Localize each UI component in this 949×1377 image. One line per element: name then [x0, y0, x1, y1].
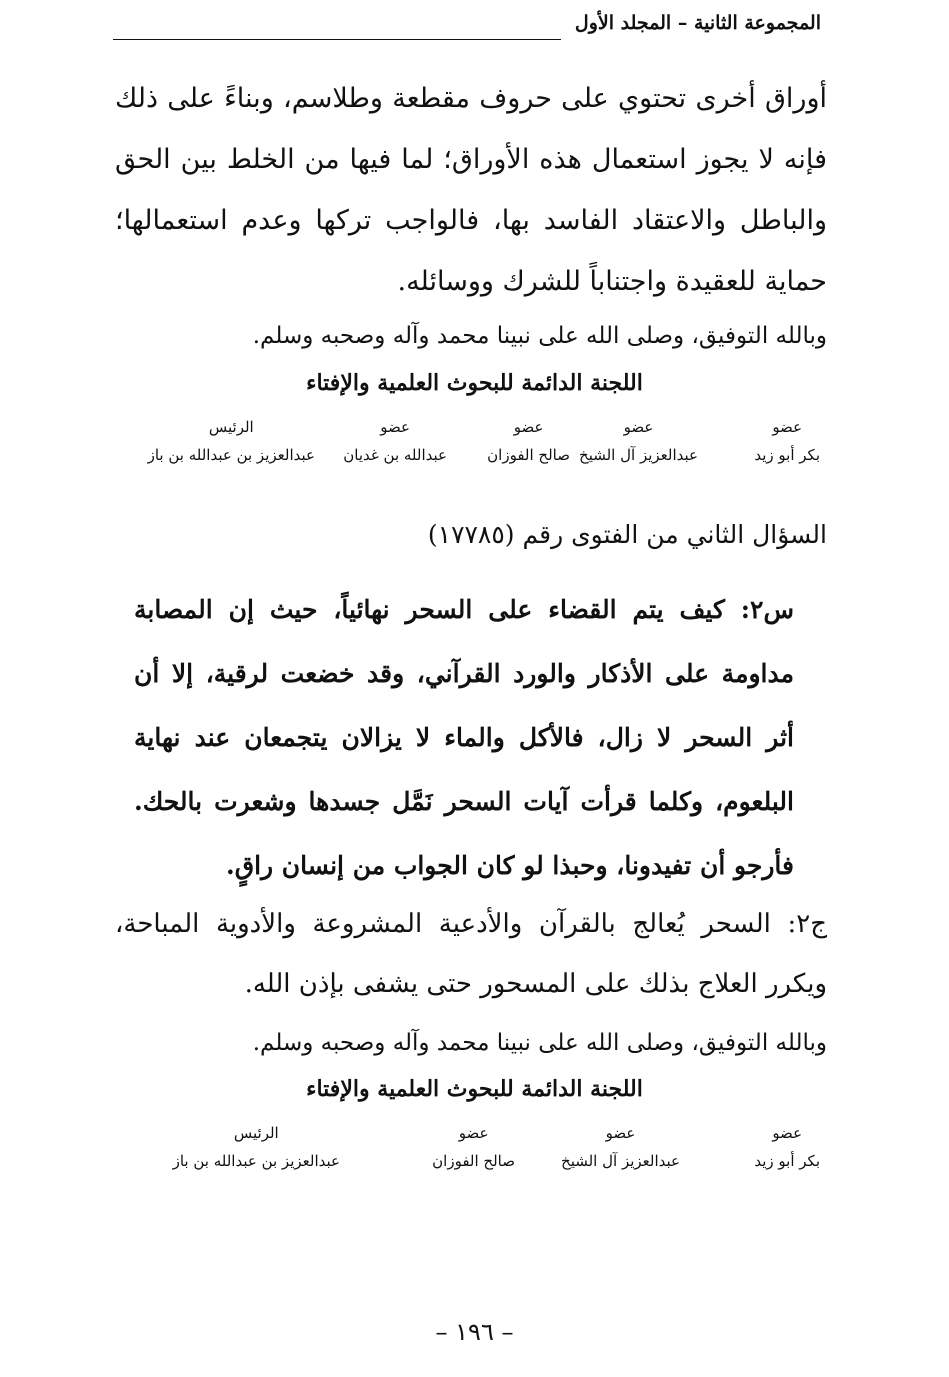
- signatory: [173, 1124, 340, 1170]
- signatory-role: عضو: [513, 418, 544, 436]
- signatory-name: بكر أبو زيد: [754, 446, 820, 464]
- signatory-name: عبدالعزيز آل الشيخ: [561, 1152, 680, 1170]
- signatory-name: عبدالعزيز بن عبدالله بن باز: [172, 1152, 340, 1170]
- fatwa2-heading: السؤال الثاني من الفتوى رقم (١٧٧٨٥): [427, 520, 827, 549]
- signatory: [487, 418, 570, 464]
- signatory-role: عضو: [605, 1124, 636, 1142]
- signatory: [754, 1124, 820, 1170]
- fatwa1-closing: وبالله التوفيق، وصلى الله على نبينا محمد وآله وصحبه وسلم.: [252, 323, 827, 349]
- signatory-name: صالح الفوزان: [487, 446, 570, 464]
- fatwa1-body: أوراق أخرى تحتوي على حروف مقطعة وطلاسم، وبناءً على ذلك فإنه لا يجوز استعمال هذه الأوراق؛ لما فيها من الخلط بين الحق والباطل والاعتقاد الفاسد بها، فالواجب تركها وعدم استعمالها؛ حماية للعقيدة واجتناباً للشرك ووسائله.: [115, 83, 827, 297]
- fatwa1-committee-title: اللجنة الدائمة للبحوث العلمية والإفتاء: [306, 370, 643, 396]
- signatory: [561, 1124, 680, 1170]
- signatory-name: عبدالله بن غديان: [343, 446, 447, 464]
- fatwa2-committee-title: اللجنة الدائمة للبحوث العلمية والإفتاء: [306, 1076, 643, 1102]
- signatory-name: عبدالعزيز آل الشيخ: [579, 446, 698, 464]
- signatory: [148, 418, 315, 464]
- signatory-name: عبدالعزيز بن عبدالله بن باز: [147, 446, 315, 464]
- signatory: [579, 418, 698, 464]
- signatory-role: عضو: [380, 418, 410, 436]
- fatwa2-answer: ج٢: السحر يُعالج بالقرآن والأدعية المشروعة والأدوية المباحة، ويكرر العلاج بذلك على المسحور حتى يشفى بإذن الله.: [115, 909, 827, 999]
- signatory-role: عضو: [772, 418, 803, 436]
- signatory-name: بكر أبو زيد: [754, 1152, 820, 1170]
- signatory-role: عضو: [623, 418, 654, 436]
- signatory: [343, 418, 447, 464]
- signatory-role: عضو: [772, 1124, 803, 1142]
- page-number: – ١٩٦ –: [435, 1318, 514, 1346]
- fatwa2-question: س٢: كيف يتم القضاء على السحر نهائياً، حيث إن المصابة مداومة على الأذكار والورد القرآني، وقد خضعت لرقية، إلا أن أثر السحر لا زال، فالأكل والماء لا يزالان يتجمعان عند نهاية البلعوم، وكلما قرأت آيات السحر نَمَّل جسدها وشعرت بالحك. فأرجو أن تفيدونا، وحبذا لو كان الجواب من إنسان راقٍ.: [134, 595, 794, 880]
- fatwa2-closing: وبالله التوفيق، وصلى الله على نبينا محمد وآله وصحبه وسلم.: [252, 1030, 827, 1056]
- header-rule: [113, 39, 561, 40]
- signatory: [432, 1124, 515, 1170]
- signatory-role: الرئيس: [208, 418, 254, 436]
- signatory: [754, 418, 820, 464]
- signatory-role: الرئيس: [233, 1124, 279, 1142]
- signatory-role: عضو: [458, 1124, 489, 1142]
- signatory-name: صالح الفوزان: [432, 1152, 515, 1170]
- header-title: المجموعة الثانية – المجلد الأول: [574, 12, 821, 34]
